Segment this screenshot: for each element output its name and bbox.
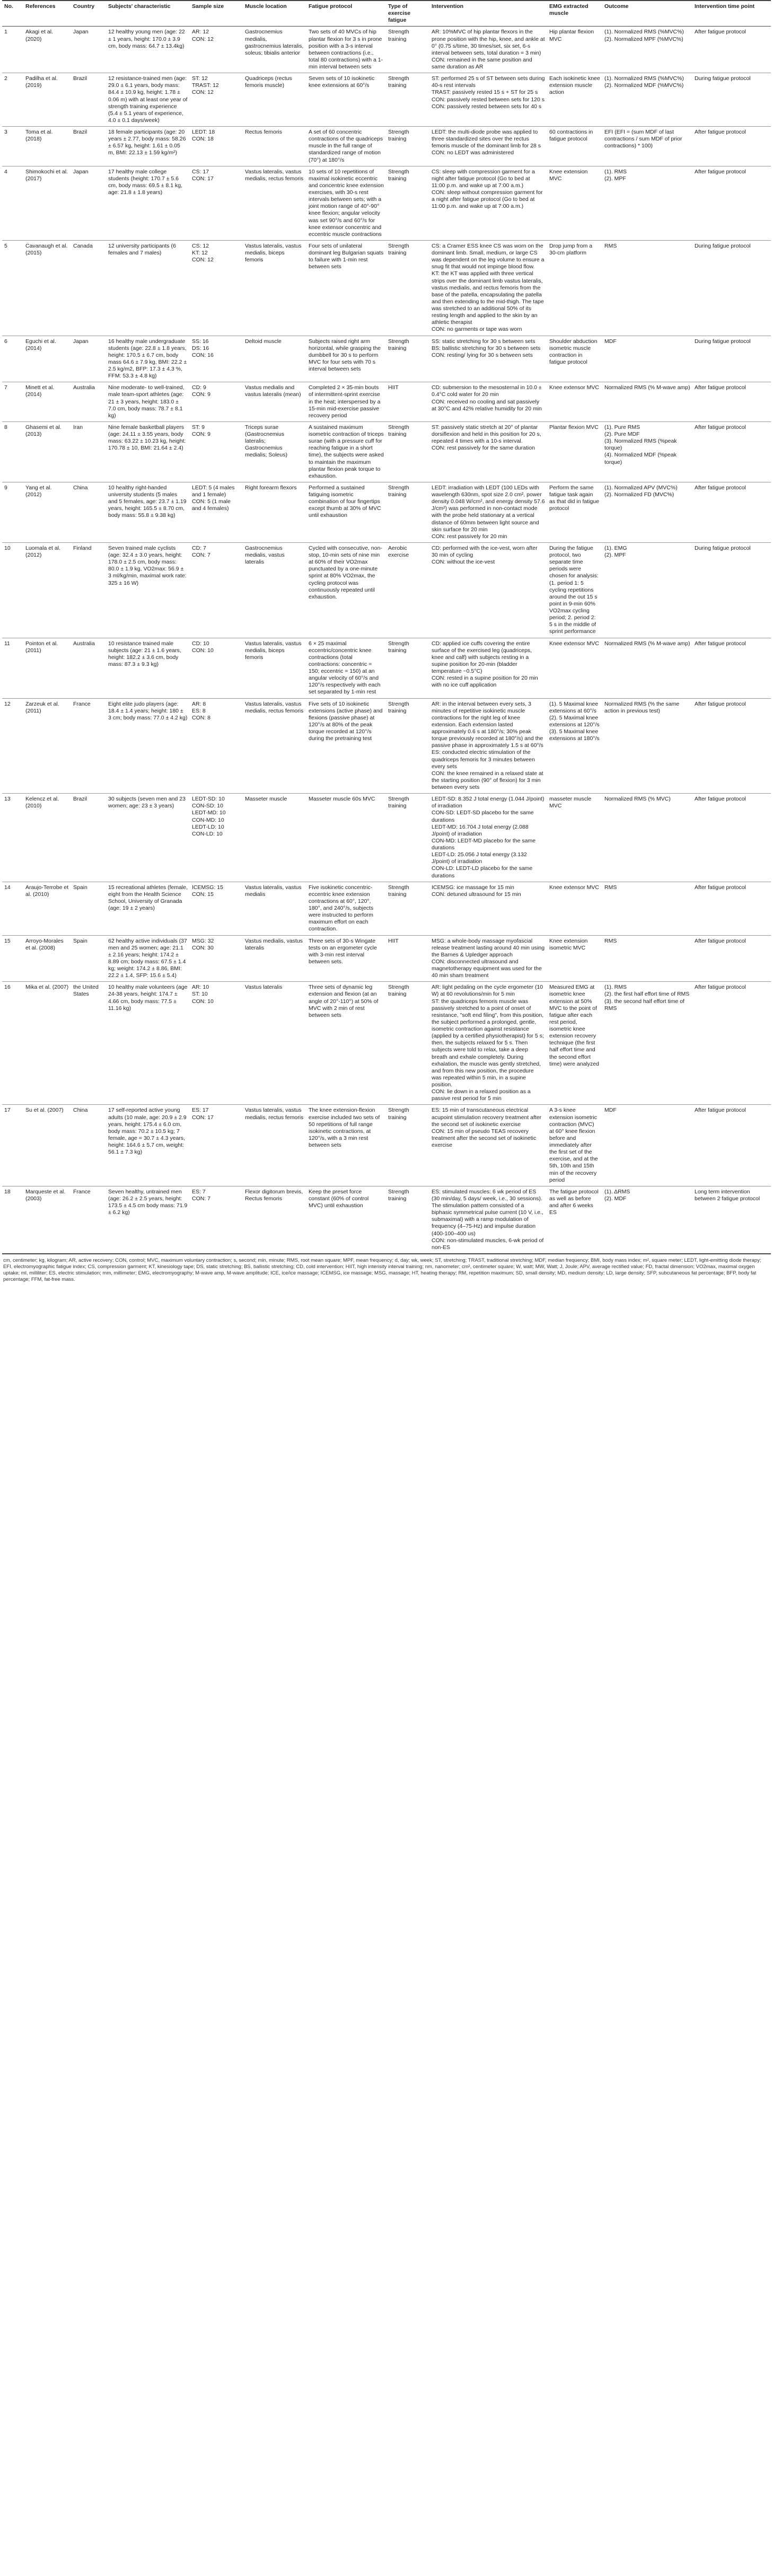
table-cell: Strength training bbox=[386, 127, 429, 166]
table-cell: Flexor digitorum brevis, Rectus femoris bbox=[243, 1186, 306, 1254]
table-cell: Plantar flexion MVC bbox=[547, 421, 602, 482]
table-row bbox=[2, 1186, 771, 1254]
table-cell: Knee extensor MVC bbox=[547, 638, 602, 698]
table-cell: After fatigue protocol bbox=[692, 794, 771, 882]
table-row bbox=[2, 698, 771, 794]
table-cell: Five sets of 10 isokinetic extensions (active phase) and flexions (passive phase) at 120°/s at 80% of the peak torque recorded at 120°/s during the pretraining test bbox=[306, 698, 386, 794]
table-cell: A sustained maximum isometric contraction of triceps surae (with a pressure cuff for reaching fatigue in a short time), the subjects were asked to maintain the maximum plantar flexion peak torque to exhaustion. bbox=[306, 421, 386, 482]
table-cell: 16 bbox=[2, 982, 23, 1105]
table-cell: ES: 7 CON: 7 bbox=[190, 1186, 243, 1254]
table-cell: 12 bbox=[2, 698, 23, 794]
table-cell: CS: a Cramer ESS knee CS was worn on the dominant limb. Small, medium, or large CS was dependent on the leg volume to ensure a snug fit that would not impinge blood flow. KT: the KT was applied with three vertical strips over the dominant limb vastus lateralis, vastus medialis, and rectus femoris from the base of the patella, encapsulating the patella and then extending to the mid-thigh. The tape was stretched to an additional 50% of its resting length and applied to the skin by an athletic therapist CON: no garments or tape was worn bbox=[429, 240, 547, 336]
table-cell: After fatigue protocol bbox=[692, 1105, 771, 1186]
table-cell: 30 subjects (seven men and 23 women; age: 23 ± 3 years) bbox=[106, 794, 190, 882]
table-cell: After fatigue protocol bbox=[692, 482, 771, 542]
table-cell: 18 bbox=[2, 1186, 23, 1254]
table-cell: Arroyo-Morales et al. (2008) bbox=[23, 935, 71, 982]
table-cell: Three sets of dynamic leg extension and flexion (at an angle of 20°-110°) at 50% of MVC with 2 min of rest between sets bbox=[306, 982, 386, 1105]
column-header: Intervention time point bbox=[692, 1, 771, 27]
column-header: No. bbox=[2, 1, 23, 27]
table-cell: 15 recreational athletes (female, eight from the Health Science School, University of Granada (age: 19 ± 2 years) bbox=[106, 882, 190, 935]
column-header: Sample size bbox=[190, 1, 243, 27]
table-cell: Long term intervention between 2 fatigue protocol bbox=[692, 1186, 771, 1254]
table-cell: Masseter muscle 60s MVC bbox=[306, 794, 386, 882]
table-cell: Vastus lateralis, vastus medialis, rectus femoris bbox=[243, 166, 306, 240]
table-cell: MDF bbox=[602, 1105, 692, 1186]
table-cell: AR: 12 CON: 12 bbox=[190, 27, 243, 73]
table-cell: Kelencz et al. (2010) bbox=[23, 794, 71, 882]
table-cell: Two sets of 40 MVCs of hip plantar flexion for 3 s in prone position with a 3-s interval between contractions (i.e., total 80 contractions) with a 1-min interval between sets bbox=[306, 27, 386, 73]
table-cell: Pointon et al. (2011) bbox=[23, 638, 71, 698]
table-cell: During fatigue protocol bbox=[692, 336, 771, 382]
table-cell: Iran bbox=[71, 421, 106, 482]
table-cell: Strength training bbox=[386, 336, 429, 382]
table-row bbox=[2, 638, 771, 698]
table-cell: Strength training bbox=[386, 240, 429, 336]
table-cell: A set of 60 concentric contractions of the quadriceps muscle in the full range of standardized range of motion (70°) at 180°/s bbox=[306, 127, 386, 166]
table-cell: 10 resistance trained male subjects (age: 21 ± 1.6 years, height: 182.2 ± 3.6 cm, body mass: 87.3 ± 9.3 kg) bbox=[106, 638, 190, 698]
table-cell: Strength training bbox=[386, 698, 429, 794]
table-cell: Minett et al. (2014) bbox=[23, 382, 71, 422]
table-cell: Normalized RMS (% MVC) bbox=[602, 794, 692, 882]
table-cell: ST: 9 CON: 9 bbox=[190, 421, 243, 482]
table-cell: (1). 5 Maximal knee extensions at 60°/s (2). 5 Maximal knee extensions at 120°/s (3). 5 Maximal knee extensions at 180°/s bbox=[547, 698, 602, 794]
table-cell: Masseter muscle bbox=[243, 794, 306, 882]
table-cell: After fatigue protocol bbox=[692, 982, 771, 1105]
table-cell: Cavanaugh et al. (2015) bbox=[23, 240, 71, 336]
table-cell: Mika et al. (2007) bbox=[23, 982, 71, 1105]
table-row bbox=[2, 382, 771, 422]
table-cell: 15 bbox=[2, 935, 23, 982]
table-cell: Quadriceps (rectus femoris muscle) bbox=[243, 73, 306, 127]
table-cell: Japan bbox=[71, 166, 106, 240]
table-cell: SS: 16 DS: 16 CON: 16 bbox=[190, 336, 243, 382]
studies-table bbox=[2, 0, 771, 1254]
table-row bbox=[2, 127, 771, 166]
table-cell: Strength training bbox=[386, 421, 429, 482]
table-cell: CD: applied ice cuffs covering the entire surface of the exercised leg (quadriceps, knee and calf) with subjects resting in a supine position for 20-min (bladder temperature ~0.5°C) CON: rested in a supine position for 20 min with no ice cuff application bbox=[429, 638, 547, 698]
table-cell: Brazil bbox=[71, 794, 106, 882]
table-cell: Perform the same fatigue task again as that did in fatigue protocol bbox=[547, 482, 602, 542]
table-cell: 11 bbox=[2, 638, 23, 698]
table-cell: ES: stimulated muscles: 6 wk period of ES (30 min/day, 5 days/ week, i.e., 30 sessions). The stimulation pattern consisted of a biphasic symmetrical pulse current (10 V, i.e., submaximal) with a ramp modulation of frequency (4–75-Hz) and impulse duration (400-100–400 us) CON: non-stimulated muscles, 6-wk period of non-ES bbox=[429, 1186, 547, 1254]
table-row bbox=[2, 1105, 771, 1186]
table-cell: After fatigue protocol bbox=[692, 421, 771, 482]
table-cell: HIIT bbox=[386, 382, 429, 422]
table-cell: Spain bbox=[71, 882, 106, 935]
table-cell: After fatigue protocol bbox=[692, 638, 771, 698]
table-cell: SS: static stretching for 30 s between sets BS: ballistic stretching for 30 s between sets CON: resting/ lying for 30 s between sets bbox=[429, 336, 547, 382]
table-cell: Normalized RMS (% M-wave amp) bbox=[602, 382, 692, 422]
table-cell: 12 healthy young men (age: 22 ± 1 years, height: 170.0 ± 3.9 cm, body mass: 64.7 ± 13.4kg) bbox=[106, 27, 190, 73]
table-cell: Vastus lateralis, vastus medialis, rectus femoris bbox=[243, 1105, 306, 1186]
table-cell: The knee extension-flexion exercise included two sets of 50 repetitions of full range isokinetic contractions, at 120°/s, with a 3 min rest between sets bbox=[306, 1105, 386, 1186]
table-cell: CD: submersion to the mesosternal in 10.0 ± 0.4°C cold water for 20 min CON: received no cooling and sat passively at 30°C and 42% relative humidity for 20 min bbox=[429, 382, 547, 422]
table-cell: Eguchi et al. (2014) bbox=[23, 336, 71, 382]
table-cell: masseter muscle MVC bbox=[547, 794, 602, 882]
table-cell: Strength training bbox=[386, 794, 429, 882]
table-cell: Five isokinetic concentric-eccentric knee extension contractions at 60°, 120°, 180°, and 240°/s, subjects were instructed to perform maximum effort on each contraction. bbox=[306, 882, 386, 935]
table-row bbox=[2, 794, 771, 882]
table-cell: LEDT-SD: 8.352 J total energy (1.044 J/point) of irradiation CON-SD: LEDT-SD placebo for the same durations LEDT-MD: 16.704 J total energy (2.088 J/point) of irradiation CON-MD: LEDT-MD placebo for the same durations LEDT-LD: 25.056 J total energy (3.132 J/point) of irradiation CON-LD: LEDT-LD placebo for the same durations bbox=[429, 794, 547, 882]
table-cell: 13 bbox=[2, 794, 23, 882]
table-cell: After fatigue protocol bbox=[692, 698, 771, 794]
table-cell: Each isokinetic knee extension muscle action bbox=[547, 73, 602, 127]
table-cell: France bbox=[71, 698, 106, 794]
table-cell: 12 university participants (6 females and 7 males) bbox=[106, 240, 190, 336]
table-cell: Nine female basketball players (age: 24.11 ± 3.55 years, body mass: 63.22 ± 10.23 kg, height: 170.78 ± 10, BMI: 21.64 ± 2.4) bbox=[106, 421, 190, 482]
table-cell: Strength training bbox=[386, 27, 429, 73]
table-cell: AR: in the interval between every sets, 3 minutes of repetitive isokinetic muscle contractions for the right leg of knee extension. Each extension lasted approximately 0.6 s at 180°/s; 30% peak torque previously recorded at 180°/s) and the passive phase in approximately 1.5 s at 60°/s ES: conducted electric stimulation of the quadriceps femoris for 3 minutes between every sets CON: the knee remained in a relaxed state at the starting position (90° of flexion) for 3 min between every sets bbox=[429, 698, 547, 794]
column-header: Subjects' characteristic bbox=[106, 1, 190, 27]
table-cell: Strength training bbox=[386, 1105, 429, 1186]
table-row bbox=[2, 882, 771, 935]
table-cell: Vastus medialis and vastus lateralis (mean) bbox=[243, 382, 306, 422]
table-cell: RMS bbox=[602, 935, 692, 982]
table-cell: Spain bbox=[71, 935, 106, 982]
table-cell: Seven healthy, untrained men (age: 26.2 ± 2.5 years, height: 173.5 ± 4.5 cm body mass: 71.9 ± 6.2 kg) bbox=[106, 1186, 190, 1254]
table-cell: CS: sleep with compression garment for a night after fatigue protocol (Go to bed at 11:00 p.m. and wake up at 7:00 a.m.) CON: sleep without compression garment for a night after fatigue protocol (Go to bed at 11:00 p.m. and wake up at 7:00 a.m.) bbox=[429, 166, 547, 240]
table-cell: ES: 15 min of transcutaneous electrical acupoint stimulation recovery treatment after the second set of isokinetic exercise CON: 15 min of pseudo TEAS recovery treatment after the second set of isokinetic exercise bbox=[429, 1105, 547, 1186]
table-cell: Right forearm flexors bbox=[243, 482, 306, 542]
table-cell: 7 bbox=[2, 382, 23, 422]
table-cell: Luomala et al. (2012) bbox=[23, 542, 71, 638]
table-cell: 62 healthy active individuals (37 men and 25 women; age: 21.1 ± 2.16 years; height: 174.2 ± 8.89 cm; body mass: 67.5 ± 1.4 kg; weight: 174.2 ± 8.86, BMI: 22.2 ± 1.4, SFP: 15.6 ± 5.4) bbox=[106, 935, 190, 982]
table-row bbox=[2, 27, 771, 73]
table-cell: RMS bbox=[602, 240, 692, 336]
table-cell: France bbox=[71, 1186, 106, 1254]
table-cell: (1). ΔRMS (2). MDF bbox=[602, 1186, 692, 1254]
table-cell: During fatigue protocol bbox=[692, 240, 771, 336]
table-cell: Seven sets of 10 isokinetic knee extensions at 60°/s bbox=[306, 73, 386, 127]
table-cell: 2 bbox=[2, 73, 23, 127]
abbreviations-footnote: cm, centimeter; kg, kilogram; AR, active recovery; CON, control; MVC, maximum voluntary contraction; s, second; min, minute; RMS, root mean square; MPF, mean frequency; d, day; wk, week; ST, stretching; TRAST, traditional stretching; MDF, median frequency; BMI, body mass index; m², square meter; LEDT, light-emitting diode therapy; EFI, electromyographic fatigue index; CS, compression garment; KT, kinesiology tape; DS, static stretching; BS, ballistic stretching; CD, cold intervention; HIIT, high intensity interval training; nm, nanometer; cm², centimeter square; W, watt; MW, Watt; J, Joule; APV, average rectified value; FD, fractal dimension; VO2max, maximal oxygen uptake; ml, milliliter; ES, electric stimulation; mm, millimeter; EMG, electromyography; M-wave amp, M-wave amplitude; ICE, ice/ice massage; ICEMSG, ice massage; MSG, massage; HT, heating therapy; RM, repetition maximum; SD, small density; MD, medium density; LD, large density; SFP, subcutaneous fat percentage; BFP, body fat percentage; FFM, fat-free mass. bbox=[3, 1257, 761, 1282]
table-cell: Normalized RMS (% M-wave amp) bbox=[602, 638, 692, 698]
table-cell: 16 healthy male undergraduate students (age: 22.8 ± 1.8 years, height: 170.5 ± 6.7 cm, body mass 64.6 ± 7.9 kg, BMI: 22.2 ± 2.5 kg/m2, BFP: 17.3 ± 4.3 %, FFM: 53.3 ± 4.8 kg) bbox=[106, 336, 190, 382]
table-cell: CS: 17 CON: 17 bbox=[190, 166, 243, 240]
table-cell: HIIT bbox=[386, 935, 429, 982]
table-cell: 10 sets of 10 repetitions of maximal isokinetic eccentric and concentric knee extension exercises, with 30-s rest intervals between sets; with a joint motion range of 40°-90° knee flexion; angular velocity was set 90°/s and 60°/s for knee extensor concentric and eccentric muscle contractions bbox=[306, 166, 386, 240]
table-cell: Rectus femoris bbox=[243, 127, 306, 166]
table-cell: Strength training bbox=[386, 73, 429, 127]
header-row bbox=[2, 1, 771, 27]
table-cell: Hip plantar flexion MVC bbox=[547, 27, 602, 73]
table-row bbox=[2, 240, 771, 336]
table-cell: Shoulder abduction isometric muscle contraction in fatigue protocol bbox=[547, 336, 602, 382]
table-cell: Cycled with consecutive, non-stop, 10-min sets of nine min at 60% of their VO2max punctuated by a one-minute sprint at 80% VO2max, the cycling protocol was continuously repeated until exhaustion. bbox=[306, 542, 386, 638]
table-cell: Knee extensor MVC bbox=[547, 882, 602, 935]
table-cell: During the fatigue protocol, two separate time periods were chosen for analysis: (1. period 1: 5 cycling repetitions around the out 15 s point in 9-min 60% VO2max cycling period; 2. period 2: 5 s in the middle of sprint performance bbox=[547, 542, 602, 638]
table-cell: Australia bbox=[71, 638, 106, 698]
table-cell: Finland bbox=[71, 542, 106, 638]
table-cell: Vastus medialis, vastus lateralis bbox=[243, 935, 306, 982]
table-row bbox=[2, 935, 771, 982]
table-cell: Brazil bbox=[71, 127, 106, 166]
table-cell: Knee extension isometric MVC bbox=[547, 935, 602, 982]
table-cell: During fatigue protocol bbox=[692, 542, 771, 638]
table-cell: Three sets of 30-s Wingate tests on an ergometer cycle with 3-min rest interval between sets. bbox=[306, 935, 386, 982]
table-cell: After fatigue protocol bbox=[692, 166, 771, 240]
column-header: Fatigue protocol bbox=[306, 1, 386, 27]
table-cell: CD: 9 CON: 9 bbox=[190, 382, 243, 422]
table-cell: ICEMSG: ice massage for 15 min CON: detuned ultrasound for 15 min bbox=[429, 882, 547, 935]
table-cell: After fatigue protocol bbox=[692, 27, 771, 73]
column-header: References bbox=[23, 1, 71, 27]
table-cell: LEDT-SD: 10 CON-SD: 10 LEDT-MD: 10 CON-MD: 10 LEDT-LD: 10 CON-LD: 10 bbox=[190, 794, 243, 882]
table-cell: After fatigue protocol bbox=[692, 935, 771, 982]
table-cell: AR: 10 ST: 10 CON: 10 bbox=[190, 982, 243, 1105]
table-cell: 17 self-reported active young adults (10 male, age: 20.9 ± 2.9 years, height: 175.4 ± 6.0 cm, body mass: 70.2 ± 10.5 kg; 7 female, age = 30.7 ± 4.3 years, height: 164.6 ± 5.7 cm, weight: 56.1 ± 7.3 kg) bbox=[106, 1105, 190, 1186]
table-cell: Performed a sustained fatiguing isometric combination of four fingertips except thumb at 30% of MVC until exhaustion bbox=[306, 482, 386, 542]
table-cell: (1). EMG (2). MPF bbox=[602, 542, 692, 638]
table-cell: Marqueste et al. (2003) bbox=[23, 1186, 71, 1254]
table-cell: Australia bbox=[71, 382, 106, 422]
table-cell: 9 bbox=[2, 482, 23, 542]
table-row bbox=[2, 73, 771, 127]
table-cell: LEDT: 18 CON: 18 bbox=[190, 127, 243, 166]
table-cell: Toma et al. (2018) bbox=[23, 127, 71, 166]
table-cell: Su et al. (2007) bbox=[23, 1105, 71, 1186]
table-cell: 5 bbox=[2, 240, 23, 336]
table-cell: Japan bbox=[71, 27, 106, 73]
table-cell: MSG: a whole-body massage myofascial release treatment lasting around 40 min using the Barnes & Upledger approach CON: disconnected ultrasound and magnetotherapy equipment was used for the 40 min sham treatment bbox=[429, 935, 547, 982]
table-cell: Normalized RMS (% the same action in previous test) bbox=[602, 698, 692, 794]
table-cell: EFI (EFI = (sum MDF of last contractions / sum MDF of prior contractions) * 100) bbox=[602, 127, 692, 166]
column-header: Type of exercise fatigue bbox=[386, 1, 429, 27]
table-cell: LEDT: the multi-diode probe was applied to three standardized sites over the rectus femoris muscle of the dominant limb for 28 s CON: no LEDT was administered bbox=[429, 127, 547, 166]
column-header: Muscle location bbox=[243, 1, 306, 27]
table-cell: Strength training bbox=[386, 482, 429, 542]
table-cell: (1). Normalized APV (MVC%) (2). Normalized FD (MVC%) bbox=[602, 482, 692, 542]
table-cell: MSG: 32 CON: 30 bbox=[190, 935, 243, 982]
table-cell: LEDT: 5 (4 males and 1 female) CON: 5 (1 male and 4 females) bbox=[190, 482, 243, 542]
table-cell: Strength training bbox=[386, 638, 429, 698]
table-header bbox=[2, 1, 771, 27]
table-cell: After fatigue protocol bbox=[692, 127, 771, 166]
column-header: Outcome bbox=[602, 1, 692, 27]
table-cell: Araujo-Terrobe et al. (2010) bbox=[23, 882, 71, 935]
table-cell: 60 contractions in fatigue protocol bbox=[547, 127, 602, 166]
table-cell: 17 healthy male college students (height: 170.7 ± 5.6 cm, body mass: 69.5 ± 8.1 kg, age: 21.8 ± 1.8 years) bbox=[106, 166, 190, 240]
table-cell: The fatigue protocol as well as before and after 6 weeks ES bbox=[547, 1186, 602, 1254]
table-cell: the United States bbox=[71, 982, 106, 1105]
table-cell: ES: 17 CON: 17 bbox=[190, 1105, 243, 1186]
table-cell: (1). Normalized RMS (%MVC%) (2). Normalized MDF (%MVC%) bbox=[602, 73, 692, 127]
table-row bbox=[2, 166, 771, 240]
table-cell: China bbox=[71, 482, 106, 542]
table-cell: Ghasemi et al. (2013) bbox=[23, 421, 71, 482]
table-cell: Completed 2 × 35-min bouts of intermittent-sprint exercise in the heat; interspersed by a 15-min mid-exercise passive recovery period bbox=[306, 382, 386, 422]
table-cell: Canada bbox=[71, 240, 106, 336]
table-cell: Yang et al. (2012) bbox=[23, 482, 71, 542]
table-cell: CD: 7 CON: 7 bbox=[190, 542, 243, 638]
table-cell: 1 bbox=[2, 27, 23, 73]
table-cell: AR: light pedaling on the cycle ergometer (10 W) at 60 revolutions/min for 5 min ST: the quadriceps femoris muscle was passively stretched to a point of onset of resistance, "soft end filing", from this position, the subject performed a prolonged, gentle, isometric contraction against resistance (applied by a certified physiotherapist) for 5 s; then, the subjects relaxed for 5 s. Then subjects were told to relax, take a deep breath and exhale completely. During exhalation, the muscle was gently stretched, and from this new position, the procedure was repeated within 5 min, in a supine position. CON: lie down in a relaxed position as a passive rest period for 5 min bbox=[429, 982, 547, 1105]
table-cell: LEDT: irradiation with LEDT (100 LEDs with wavelength 630nm, spot size 2.0 cm², power density 0.048 W/cm², and energy density 57.6 J/cm²) was performed in non-contact mode with the probe held stationary at a vertical distance of 60mm between light source and skin surface for 20 min CON: rest passively for 20 min bbox=[429, 482, 547, 542]
table-cell: 6 × 25 maximal eccentric/concentric knee contractions (total contractions: concentric = 150; eccentric = 150) at an angular velocity of 60°/s and 120°/s respectively with each set separated by 1-min rest bbox=[306, 638, 386, 698]
table-row bbox=[2, 482, 771, 542]
table-cell: Strength training bbox=[386, 1186, 429, 1254]
table-cell: CD: performed with the ice-vest, worn after 30 min of cycling CON: without the ice-vest bbox=[429, 542, 547, 638]
table-cell: 12 resistance-trained men (age: 29.0 ± 6.1 years, body mass: 84.4 ± 10.9 kg, height: 1.78 ± 0.06 m) with at least one year of strength training experience (5.4 ± 5.1 years of experience, 4.0 ± 0.1 days/week) bbox=[106, 73, 190, 127]
table-cell: China bbox=[71, 1105, 106, 1186]
table-row bbox=[2, 421, 771, 482]
table-cell: Gastrocnemius medialis, gastrocnemius lateralis, soleus; tibialis anterior bbox=[243, 27, 306, 73]
table-cell: CD: 10 CON: 10 bbox=[190, 638, 243, 698]
table-cell: Strength training bbox=[386, 166, 429, 240]
table-cell: Knee extension MVC bbox=[547, 166, 602, 240]
table-cell: After fatigue protocol bbox=[692, 882, 771, 935]
table-cell: MDF bbox=[602, 336, 692, 382]
table-cell: During fatigue protocol bbox=[692, 73, 771, 127]
table-row bbox=[2, 982, 771, 1105]
table-cell: Nine moderate- to well-trained, male team-sport athletes (age: 21 ± 3 years, height: 183.0 ± 7.0 cm, body mass: 78.7 ± 8.1 kg) bbox=[106, 382, 190, 422]
table-cell: Deltoid muscle bbox=[243, 336, 306, 382]
table-cell: Seven trained male cyclists (age: 32.4 ± 3.0 years, height: 178.0 ± 2.5 cm, body mass: 80.0 ± 1.9 kg, VO2max: 56.9 ± 3 ml/kg/min, maximal work rate: 325 ± 16 W) bbox=[106, 542, 190, 638]
table-cell: Subjects raised right arm horizontal, while grasping the dumbbell for 30 s to perform MVC for four sets with 70 s interval between sets bbox=[306, 336, 386, 382]
table-row bbox=[2, 336, 771, 382]
table-cell: Vastus lateralis, vastus medialis bbox=[243, 882, 306, 935]
table-cell: Triceps surae (Gastrocnemius lateralis; Gastrocnemius medialis; Soleus) bbox=[243, 421, 306, 482]
table-cell: Vastus lateralis, vastus medialis, rectus femoris bbox=[243, 698, 306, 794]
column-header: Intervention bbox=[429, 1, 547, 27]
table-cell: Shimokochi et al. (2017) bbox=[23, 166, 71, 240]
table-cell: (1). Normalized RMS (%MVC%) (2). Normalized MPF (%MVC%) bbox=[602, 27, 692, 73]
table-cell: Keep the preset force constant (60% of control MVC) until exhaustion bbox=[306, 1186, 386, 1254]
table-cell: 14 bbox=[2, 882, 23, 935]
table-cell: 8 bbox=[2, 421, 23, 482]
table-cell: Eight elite judo players (age: 18.4 ± 1.4 years; height: 180 ± 3 cm; body mass: 77.0 ± 4.2 kg) bbox=[106, 698, 190, 794]
table-cell: Japan bbox=[71, 336, 106, 382]
table-cell: (1). RMS (2). MPF bbox=[602, 166, 692, 240]
table-cell: After fatigue protocol bbox=[692, 382, 771, 422]
table-cell: (1). Pure RMS (2). Pure MDF (3). Normalized RMS (%peak torque) (4). Normalized MDF (%peak torque) bbox=[602, 421, 692, 482]
table-cell: Aerobic exercise bbox=[386, 542, 429, 638]
table-cell: Vastus lateralis, vastus medialis, biceps femoris bbox=[243, 240, 306, 336]
table-cell: Knee extensor MVC bbox=[547, 382, 602, 422]
table-body bbox=[2, 27, 771, 1254]
table-cell: 18 female participants (age: 20 years ± 2.77, body mass: 58.26 ± 6.57 kg, height: 1.61 ± 0.05 m, BMI: 22.13 ± 1.59 kg/m²) bbox=[106, 127, 190, 166]
table-cell: Zarzeuk et al. (2011) bbox=[23, 698, 71, 794]
column-header: EMG extracted muscle bbox=[547, 1, 602, 27]
table-cell: Strength training bbox=[386, 882, 429, 935]
table-cell: Drop jump from a 30-cm platform bbox=[547, 240, 602, 336]
table-cell: A 3-s knee extension isometric contraction (MVC) at 60° knee flexion before and immediately after the first set of the exercise, and at the 5th, 10th and 15th min of the recovery period bbox=[547, 1105, 602, 1186]
table-cell: 3 bbox=[2, 127, 23, 166]
table-cell: Akagi et al. (2020) bbox=[23, 27, 71, 73]
table-cell: 10 healthy right-handed university students (5 males and 5 females, age: 23.7 ± 1.19 years, height: 165.5 ± 8.70 cm, body mass: 55.8 ± 9.38 kg) bbox=[106, 482, 190, 542]
table-cell: Vastus lateralis, vastus medialis, biceps femoris bbox=[243, 638, 306, 698]
table-cell: Gastrocnemius medialis, vastus lateralis bbox=[243, 542, 306, 638]
table-cell: 10 bbox=[2, 542, 23, 638]
table-cell: AR: 10%MVC of hip plantar flexors in the prone position with the hip, knee, and ankle at 0° (0.75 s/time, 30 times/set, six set, 6-s interval between sets, total duration = 3 min) CON: remained in the same position and same duration as AR bbox=[429, 27, 547, 73]
table-cell: CS: 12 KT: 12 CON: 12 bbox=[190, 240, 243, 336]
table-cell: ST: 12 TRAST: 12 CON: 12 bbox=[190, 73, 243, 127]
table-cell: Brazil bbox=[71, 73, 106, 127]
table-cell: 4 bbox=[2, 166, 23, 240]
table-cell: 10 healthy male volunteers (age 24-38 years, height: 174.7 ± 4.66 cm, body mass: 77.5 ± 11.16 kg) bbox=[106, 982, 190, 1105]
table-cell: ST: performed 25 s of ST between sets during 40-s rest intervals TRAST: passively rested 15 s + ST for 25 s CON: passively rested between sets for 120 s CON: passively rested between sets for 40 s bbox=[429, 73, 547, 127]
table-cell: AR: 8 ES: 8 CON: 8 bbox=[190, 698, 243, 794]
table-row bbox=[2, 542, 771, 638]
table-cell: (1). RMS (2). the first half effort time of RMS (3). the second half effort time of RMS bbox=[602, 982, 692, 1105]
table-cell: Four sets of unilateral dominant leg Bulgarian squats to failure with 1-min rest between sets bbox=[306, 240, 386, 336]
table-cell: RMS bbox=[602, 882, 692, 935]
table-cell: ICEMSG: 15 CON: 15 bbox=[190, 882, 243, 935]
table-cell: Measured EMG at isometric knee extension at 50% MVC to the point of fatigue after each rest period, isometric knee extension recovery technique (the first half effort time and the second effort time) were analyzed bbox=[547, 982, 602, 1105]
table-cell: 6 bbox=[2, 336, 23, 382]
table-cell: ST: passively static stretch at 20° of plantar dorsiflexion and held in this position for 20 s, repeated 4 times with a 10-s interval. CON: rest passively for the same duration bbox=[429, 421, 547, 482]
table-cell: Vastus lateralis bbox=[243, 982, 306, 1105]
column-header: Country bbox=[71, 1, 106, 27]
table-cell: 17 bbox=[2, 1105, 23, 1186]
table-cell: Padilha et al. (2019) bbox=[23, 73, 71, 127]
table-cell: Strength training bbox=[386, 982, 429, 1105]
